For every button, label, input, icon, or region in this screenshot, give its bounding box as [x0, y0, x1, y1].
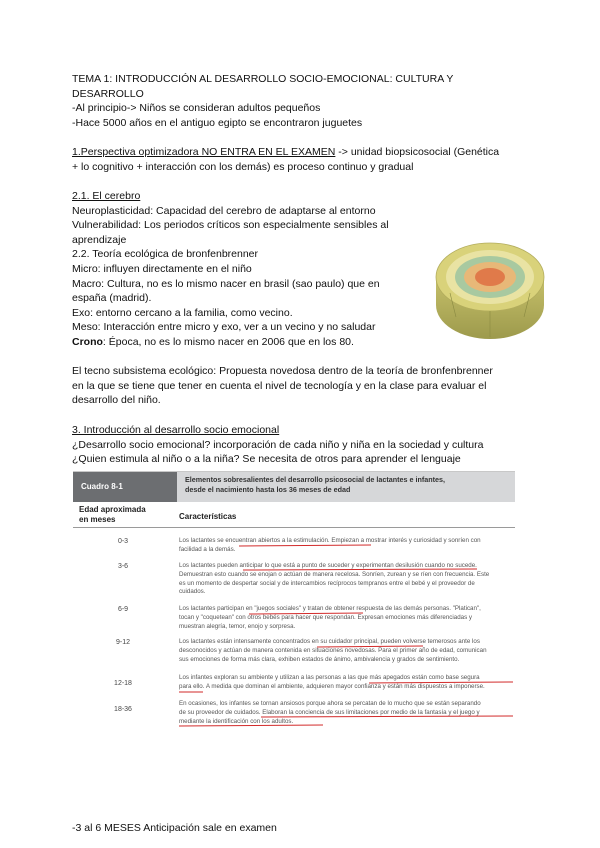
column-header-characteristics: Características: [179, 512, 237, 521]
row-desc-line: tocan y "coquetean" con otros bebés para hacer que respondan. Expresan emociones más diferenciadas y: [179, 613, 472, 621]
page-title: [72, 72, 542, 101]
row-age: 0-3: [117, 538, 129, 545]
section-1-line-2: + lo cognitivo + interacción con los demás) es proceso continuo y gradual: [72, 160, 414, 173]
footer-note: -3 al 6 MESES Anticipación sale en examen: [72, 822, 277, 834]
section-1: [72, 145, 542, 174]
section-2-heading: 2.1. El cerebro: [72, 190, 141, 202]
crono-label: Crono: [72, 335, 103, 348]
row-desc-line: Los lactantes se encuentran abiertos a la estimulación. Empiezan a mostrar interés y curiosidad y sonríen con: [179, 537, 481, 544]
row-age: 3-6: [117, 563, 129, 570]
intro-line: -Hace 5000 años en el antiguo egipto se encontraron juguetes: [72, 116, 363, 129]
row-desc-line: Los lactantes participan en "juegos sociales" y tratan de obtener respuesta de las demás personas. "Platican",: [179, 605, 481, 612]
section-3-line: ¿Desarrollo socio emocional? incorporación de cada niño y niña en la sociedad y cultura: [72, 438, 484, 451]
section-2-line: españa (madrid).: [72, 292, 152, 305]
annotation-underline: [369, 682, 513, 683]
row-age: 6-9: [117, 606, 129, 613]
section-2-line: Exo: entorno cercano a la familia, como vecino.: [72, 306, 293, 319]
section-2-line: Meso: Interacción entre micro y exo, ver a un vecino y no saludar: [72, 321, 376, 334]
tecno-paragraph: [72, 364, 542, 408]
row-desc-line: para ello. A medida que dominan el ambiente, adquieren mayor confianza y están más dispuestos a imponerse.: [179, 682, 485, 690]
title-line-1: TEMA 1: INTRODUCCIÓN AL DESARROLLO SOCIO-EMOCIONAL: CULTURA Y: [72, 73, 454, 85]
annotation-layer: [73, 472, 515, 817]
annotation-underline: [239, 545, 371, 546]
row-desc-line: facilidad a la demás.: [179, 545, 236, 553]
section-3-line: ¿Quien estimula al niño o a la niña? Se necesita de otros para aprender el lenguaje: [72, 453, 461, 466]
section-2-line: 2.2. Teoría ecológica de bronfenbrenner: [72, 248, 259, 261]
row-desc-line: mediante la identificación con los adultos.: [179, 717, 294, 725]
section-1-line-1: [72, 145, 542, 160]
section-1-rest: -> unidad biopsicosocial (Genética: [335, 146, 500, 158]
annotation-underline: [243, 569, 477, 570]
crono-text: : Época, no es lo mismo nacer en 2006 que en los 80.: [102, 335, 354, 348]
annotation-underline: [261, 716, 513, 717]
row-age: 18-36: [114, 706, 132, 713]
row-desc-line: sus emociones de forma más clara, exhiben estados de ánimo, ambivalencia y grados de sentimiento.: [179, 655, 460, 663]
row-desc-line: Los infantes exploran su ambiente y utilizan a las personas a las que más apegados están como base segura: [179, 674, 480, 681]
tecno-line: desarrollo del niño.: [72, 394, 161, 407]
row-desc-line: desconocidos y actúan de manera contenida en situaciones novedosas. Para el primer año de edad, comunican: [179, 646, 487, 654]
tecno-line: en la que se tiene que tener en cuenta el nivel de tecnología y en la clase para evaluar el: [72, 379, 487, 392]
annotation-underline: [317, 646, 423, 647]
ecological-model-diagram: [432, 233, 549, 347]
title-line-2: DESARROLLO: [72, 87, 144, 100]
section-2-line: Vulnerabilidad: Los periodos críticos son especialmente sensibles al: [72, 219, 389, 232]
development-table: [73, 471, 515, 817]
row-age: 12-18: [114, 680, 132, 687]
row-desc-line: muestran alegría, temor, enojo y sorpresa.: [179, 622, 296, 630]
table-title-line: Elementos sobresalientes del desarrollo psicosocial de lactantes e infantes,: [185, 475, 446, 484]
section-3-heading: 3. Introducción al desarrollo socio emocional: [72, 424, 280, 436]
table-title-line: desde el nacimiento hasta los 36 meses de edad: [185, 485, 351, 494]
table-tag: Cuadro 8-1: [73, 472, 177, 502]
column-header-age-line: en meses: [79, 515, 116, 524]
row-desc-line: En ocasiones, los infantes se tornan ansiosos porque ahora se percatan de lo mucho que se están separando: [179, 700, 481, 707]
row-desc-line: Demuestran esto cuando se enojan o actúan de manera recelosa. Sonríen, zurean y se ríen con frecuencia. Este: [179, 570, 490, 578]
section-2-line: Neuroplasticidad: Capacidad del cerebro de adaptarse al entorno: [72, 204, 376, 217]
row-desc-line: Los lactantes pueden anticipar lo que está a punto de suceder y experimentan desilusión cuando no sucede.: [179, 562, 477, 569]
column-header-age-line: Edad aproximada: [79, 505, 146, 514]
intro-block: [72, 101, 542, 130]
annotation-underline: [249, 613, 363, 614]
section-3: [72, 423, 542, 467]
row-age: 9-12: [115, 639, 130, 646]
section-2-line: Micro: influyen directamente en el niño: [72, 262, 252, 275]
section-2-line: aprendizaje: [72, 233, 127, 246]
tecno-line: El tecno subsistema ecológico: Propuesta novedosa dentro de la teoría de bronfenbrenner: [72, 365, 493, 377]
intro-line: -Al principio-> Niños se consideran adultos pequeños: [72, 102, 321, 114]
row-desc-line: cuidados.: [179, 588, 206, 596]
section-2-line: Macro: Cultura, no es lo mismo nacer en brasil (sao paulo) que en: [72, 277, 380, 290]
row-desc-line: de su proveedor de cuidados. Elaboran la conciencia de sus limitaciones por medio de la fantasía y el juego y: [179, 708, 480, 716]
annotation-underline: [179, 725, 323, 726]
row-desc-line: Los lactantes están intensamente concentrados en su cuidador principal, pueden volverse temerosos ante los: [179, 638, 480, 645]
row-desc-line: es un momento de despertar social y de intercambios recíprocos tempranos entre el bebé y el proveedor de: [179, 579, 475, 587]
section-1-heading: 1.Perspectiva optimizadora NO ENTRA EN EL EXAMEN: [72, 146, 336, 158]
diagram-center-child: [475, 268, 505, 286]
